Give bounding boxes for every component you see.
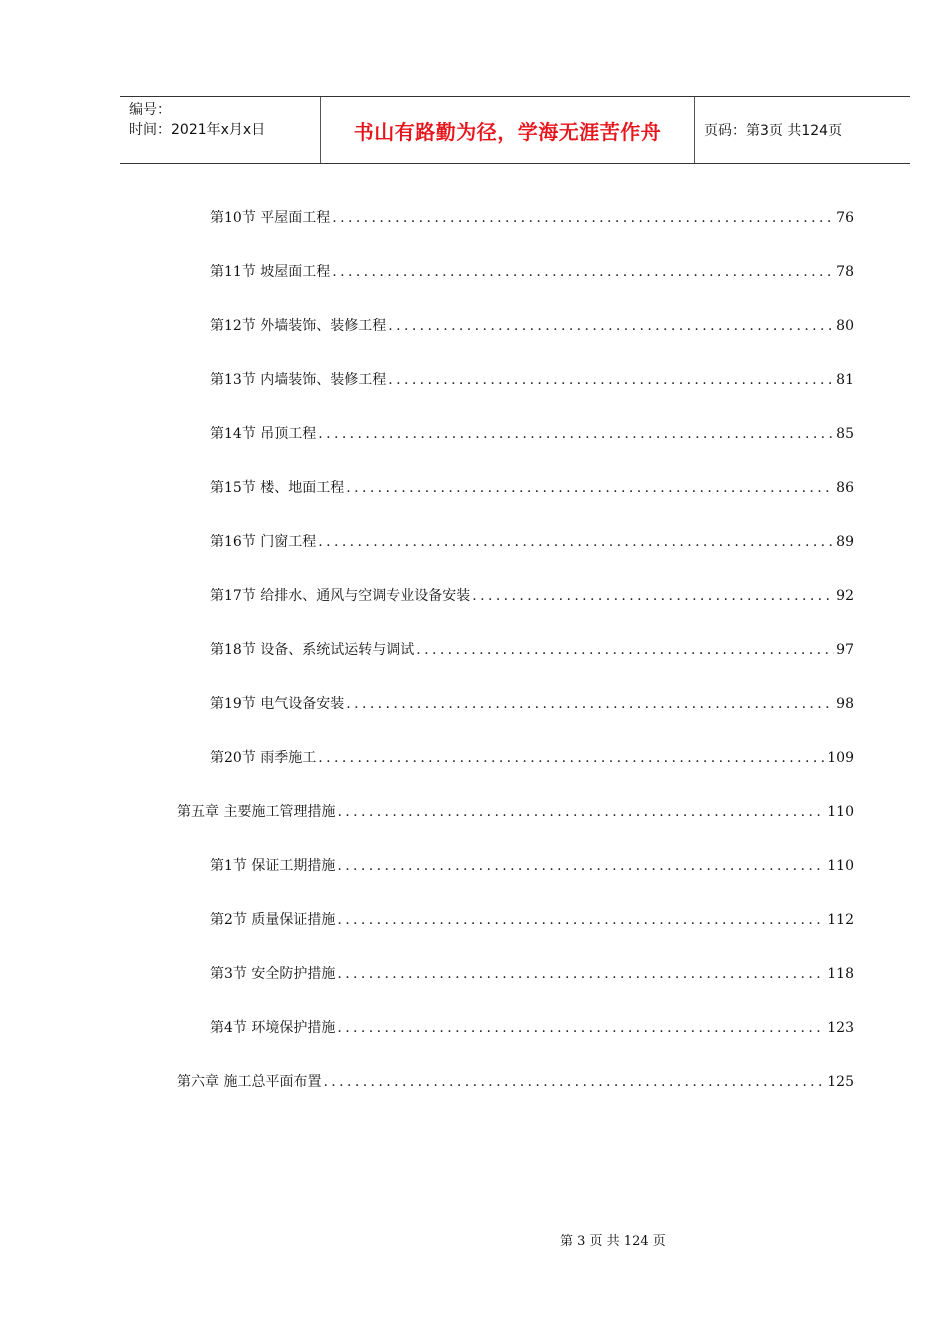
toc-leader-dots — [386, 316, 834, 336]
toc-entry-page: 110 — [827, 858, 854, 874]
toc-entry-label: 第1节 保证工期措施 — [210, 858, 336, 874]
toc-entry-label: 第五章 主要施工管理措施 — [177, 804, 336, 820]
toc-entry[interactable] — [210, 694, 854, 714]
toc-leader-dots — [316, 424, 834, 444]
toc-entry-page: 110 — [827, 804, 854, 820]
toc-leader-dots — [335, 1018, 825, 1038]
toc-chapter-entry[interactable] — [177, 1072, 854, 1092]
footer-page-number: 第 3 页 共 124 页 — [560, 1234, 666, 1249]
toc-entry[interactable] — [210, 640, 854, 660]
toc-entry[interactable] — [210, 910, 854, 930]
toc-leader-dots — [344, 694, 834, 714]
toc-entry-label: 第13节 内墙装饰、装修工程 — [210, 372, 387, 388]
toc-entry[interactable] — [210, 748, 854, 768]
toc-leader-dots — [335, 802, 825, 822]
toc-entry-page: 80 — [836, 318, 854, 334]
toc-entry-page: 85 — [836, 426, 854, 442]
toc-entry-page: 78 — [836, 264, 854, 280]
toc-entry-page: 118 — [827, 966, 854, 982]
toc-entry[interactable] — [210, 424, 854, 444]
toc-entry-label: 第17节 给排水、通风与空调专业设备安装 — [210, 588, 471, 604]
toc-entry-page: 125 — [827, 1074, 854, 1090]
toc-leader-dots — [316, 748, 825, 768]
toc-entry[interactable] — [210, 532, 854, 552]
toc-leader-dots — [386, 370, 834, 390]
toc-entry-label: 第3节 安全防护措施 — [210, 966, 336, 982]
toc-entry[interactable] — [210, 1018, 854, 1038]
toc-entry-label: 第20节 雨季施工 — [210, 750, 317, 766]
toc-leader-dots — [335, 964, 825, 984]
toc-entry-label: 第14节 吊顶工程 — [210, 426, 317, 442]
toc-entry[interactable] — [210, 316, 854, 336]
toc-entry-page: 123 — [827, 1020, 854, 1036]
toc-chapter-entry[interactable] — [177, 802, 854, 822]
toc-leader-dots — [321, 1072, 825, 1092]
toc-leader-dots — [414, 640, 834, 660]
toc-entry[interactable] — [210, 478, 854, 498]
page-footer — [560, 1230, 780, 1249]
toc-leader-dots — [335, 910, 825, 930]
toc-entry-label: 第18节 设备、系统试运转与调试 — [210, 642, 415, 658]
toc-entry-label: 第六章 施工总平面布置 — [177, 1074, 322, 1090]
toc-entry-page: 86 — [836, 480, 854, 496]
toc-leader-dots — [316, 532, 834, 552]
toc-entry-page: 92 — [836, 588, 854, 604]
toc-entry[interactable] — [210, 964, 854, 984]
toc-entry-label: 第11节 坡屋面工程 — [210, 264, 331, 280]
toc-entry[interactable] — [210, 370, 854, 390]
toc-entry-page: 97 — [836, 642, 854, 658]
toc-entry-label: 第19节 电气设备安装 — [210, 696, 345, 712]
date-label: 时间：2021年x月x日 — [129, 122, 266, 138]
toc-entry[interactable] — [210, 208, 854, 228]
toc-leader-dots — [470, 586, 834, 606]
toc-entry-label: 第12节 外墙装饰、装修工程 — [210, 318, 387, 334]
toc-entry-label: 第16节 门窗工程 — [210, 534, 317, 550]
header-motto: 书山有路勤为径，学海无涯苦作舟 — [353, 119, 662, 144]
toc-entry-page: 89 — [836, 534, 854, 550]
toc-entry-page: 76 — [836, 210, 854, 226]
toc-entry-page: 109 — [827, 750, 854, 766]
toc-entry-label: 第15节 楼、地面工程 — [210, 480, 345, 496]
serial-number-label: 编号： — [129, 102, 171, 118]
toc-entry-label: 第2节 质量保证措施 — [210, 912, 336, 928]
toc-entry-label: 第10节 平屋面工程 — [210, 210, 331, 226]
toc-entry[interactable] — [210, 262, 854, 282]
toc-entry[interactable] — [210, 856, 854, 876]
toc-leader-dots — [330, 262, 834, 282]
toc-leader-dots — [344, 478, 834, 498]
toc-entry-label: 第4节 环境保护措施 — [210, 1020, 336, 1036]
toc-entry-page: 81 — [836, 372, 854, 388]
toc-entry-page: 98 — [836, 696, 854, 712]
toc-leader-dots — [330, 208, 834, 228]
toc-leader-dots — [335, 856, 825, 876]
header-page-info: 页码：第3页 共124页 — [704, 123, 843, 139]
toc-entry-page: 112 — [827, 912, 854, 928]
toc-entry[interactable] — [210, 586, 854, 606]
